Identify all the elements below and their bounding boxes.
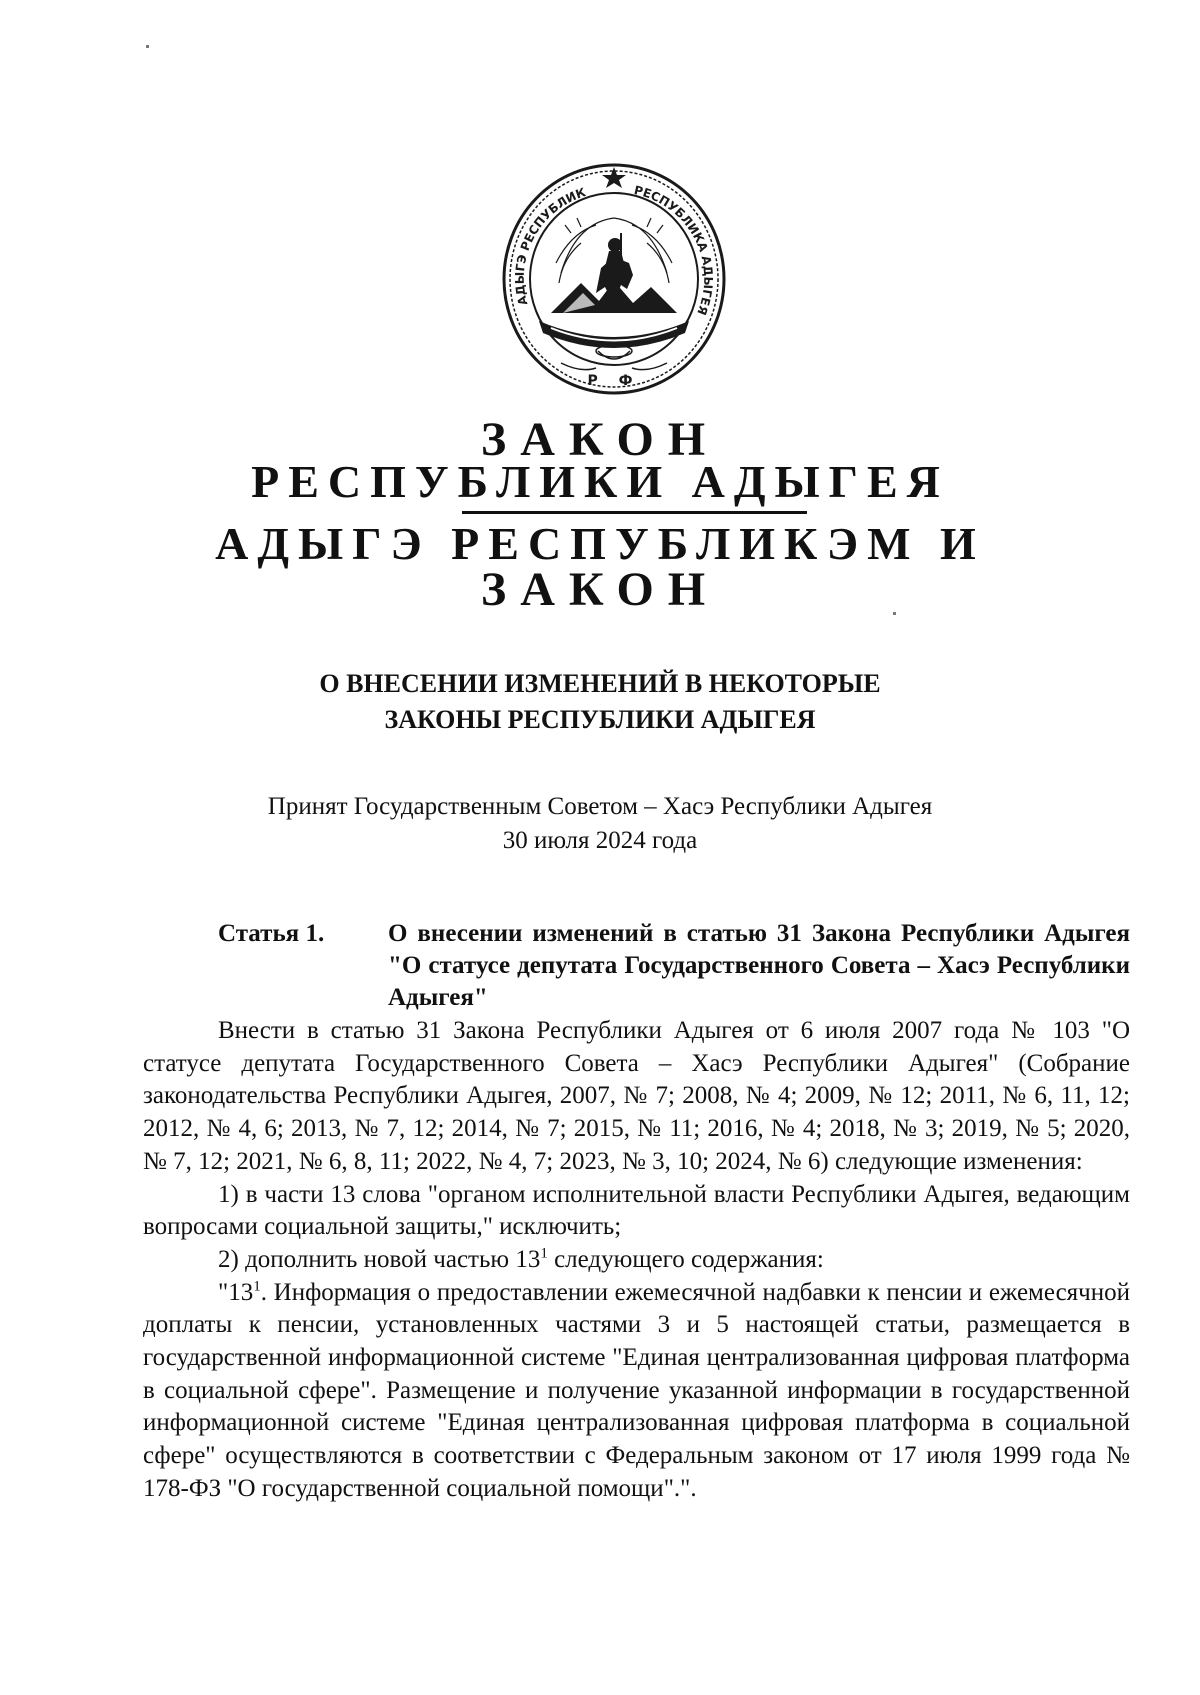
superscript: 1 bbox=[540, 1245, 548, 1262]
law-title-line1: ЗАКОН bbox=[480, 413, 720, 466]
law-subtitle-line1: О ВНЕСЕНИИ ИЗМЕНЕНИЙ В НЕКОТОРЫЕ bbox=[319, 669, 881, 698]
law-subtitle-line2: ЗАКОНЫ РЕСПУБЛИКИ АДЫГЕЯ bbox=[384, 705, 816, 734]
scan-speck bbox=[146, 45, 149, 48]
adoption-body: Принят Государственным Советом – Хасэ Республики Адыгея bbox=[267, 793, 933, 820]
article-title: О внесении изменений в статью 31 Закона Республики Адыгея "О статусе депутата Государственного Совета – Хасэ Республики Адыгея" bbox=[388, 920, 1130, 1011]
new-part-text: . Информация о предоставлении ежемесячной надбавки к пенсии и ежемесячной доплаты к пенсии, установленных частями 3 и 5 настоящей статьи, размещается в государственной информационной системе "Единая централизованная цифровая платформа в социальной сфере". Размещение и получение указанной информации в государственной информационной системе "Единая централизованная цифровая платформа в социальной сфере" осуществляются в соответствии с Федеральным законом от 17 июля 1999 года № 178-ФЗ "О государственной социальной помощи".". bbox=[143, 1278, 1130, 1502]
law-title-line2: РЕСПУБЛИКИ АДЫГЕЯ bbox=[251, 456, 949, 507]
article-1-body bbox=[143, 1015, 1130, 1506]
emblem-ring-text-right: РЕСПУБЛИКА АДЫГЕЯ bbox=[632, 183, 716, 318]
new-part-number: "13 bbox=[218, 1278, 254, 1306]
law-subtitle bbox=[0, 666, 1200, 738]
title-divider bbox=[462, 511, 807, 514]
adoption-note bbox=[0, 790, 1200, 858]
article-number: Статья 1. bbox=[218, 920, 325, 947]
amendment-item-2-text: 2) дополнить новой частью 13 bbox=[218, 1245, 541, 1273]
republic-of-adygea-coat-of-arms-icon bbox=[501, 163, 727, 399]
law-title-line4: ЗАКОН bbox=[480, 563, 720, 616]
emblem-bottom-text: Р Ф bbox=[587, 373, 641, 389]
emblem-ring-text-left: АДЫГЭ РЕСПУБЛИК bbox=[512, 185, 588, 307]
amendment-item-1: 1) в части 13 слова "органом исполнительной власти Республики Адыгея, ведающим вопросами социальной защиты," исключить; bbox=[143, 1180, 1130, 1241]
adoption-date: 30 июля 2024 года bbox=[502, 827, 698, 854]
superscript: 1 bbox=[253, 1278, 261, 1295]
article-intro-paragraph: Внести в статью 31 Закона Республики Адыгея от 6 июля 2007 года № 103 "О статусе депутата Государственного Совета – Хасэ Республики Адыгея" (Собрание законодательства Республики Адыгея, 2007, № 7; 2008, № 4; 2009, № 12; 2011, № 6, 11, 12; 2012, № 4, 6; 2013, № 7, 12; 2014, № 7; 2015, № 11; 2016, № 4; 2018, № 3; 2019, № 5; 2020, № 7, 12; 2021, № 6, 8, 11; 2022, № 4, 7; 2023, № 3, 10; 2024, № 6) следующие изменения: bbox=[143, 1017, 1130, 1175]
amendment-item-2-suffix: следующего содержания: bbox=[547, 1245, 824, 1273]
new-part-paragraph bbox=[143, 1277, 1130, 1506]
amendment-item-2 bbox=[143, 1244, 1130, 1277]
law-title-line3: АДЫГЭ РЕСПУБЛИКЭМ И bbox=[215, 518, 985, 569]
